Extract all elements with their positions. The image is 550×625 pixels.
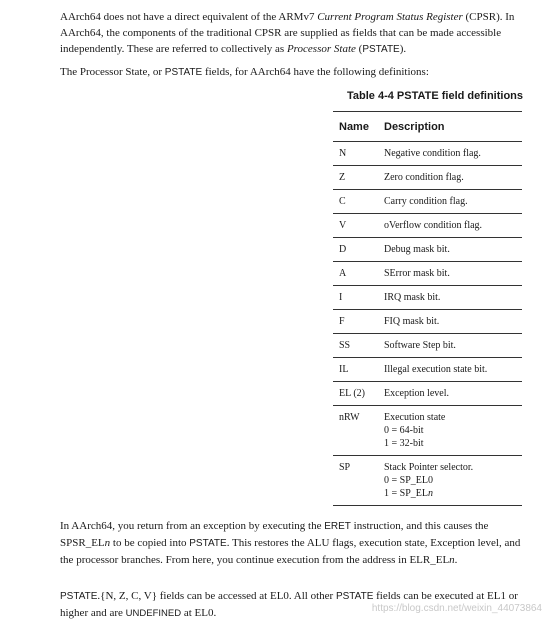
table-row (333, 382, 522, 406)
field-description (378, 142, 522, 166)
field-name: I (333, 286, 378, 310)
table-row (333, 456, 522, 506)
text-run: .{N, Z, C, V} fields can be accessed at EL0. All other (97, 590, 336, 602)
field-description (378, 382, 522, 406)
field-description (378, 238, 522, 262)
field-name: V (333, 214, 378, 238)
table-row (333, 142, 522, 166)
description-line: Zero condition flag. (384, 172, 464, 183)
field-name: SS (333, 334, 378, 358)
text-run: instruction, and this causes the SPSR_EL (60, 520, 489, 549)
eret-paragraph (60, 518, 530, 568)
description-line: Carry condition flag. (384, 196, 468, 207)
text-run: at EL0. (181, 607, 217, 619)
table-row (333, 310, 522, 334)
code-text: PSTATE (164, 67, 203, 78)
description-line: Illegal execution state bit. (384, 364, 488, 375)
text-run: to be copied into (110, 537, 190, 549)
text-run: fields, for AArch64 have the following definitions: (202, 66, 429, 78)
description-line: 1 = SP_ELn (384, 488, 433, 499)
code-text: PSTATE (362, 44, 400, 55)
table-row (333, 238, 522, 262)
text-run: (CPSR). In AArch64, the components of the traditional CPSR are supplied as fields that can be made accessible independently. These are referred to collectively as (60, 11, 515, 55)
field-description (378, 286, 522, 310)
header-name: Name (333, 112, 378, 142)
description-line: Debug mask bit. (384, 244, 450, 255)
table-header-row (333, 112, 522, 142)
table-row (333, 166, 522, 190)
emphasis-text: n (104, 537, 111, 549)
emphasis-text: Current Program Status Register (317, 11, 463, 23)
field-description (378, 406, 522, 456)
emphasis-text: n (449, 554, 455, 566)
field-description (378, 358, 522, 382)
header-description: Description (378, 112, 522, 142)
table-row (333, 286, 522, 310)
field-description (378, 214, 522, 238)
field-name: A (333, 262, 378, 286)
description-line: 1 = 32-bit (384, 438, 424, 449)
code-text: UNDEFINED (125, 608, 182, 619)
field-name: N (333, 142, 378, 166)
text-run: . (454, 554, 458, 566)
text-run: ). (399, 43, 407, 55)
table-caption: Table 4-4 PSTATE field definitions (347, 90, 524, 102)
description-line: Software Step bit. (384, 340, 456, 351)
text-run: . This restores the ALU flags, execution state, Exception level, and the processor branches. From here, you continue execution from the address in ELR_EL (60, 537, 521, 566)
pstate-table (333, 111, 522, 506)
field-description (378, 190, 522, 214)
code-text: PSTATE (60, 591, 98, 602)
emphasis-text: n (427, 488, 433, 499)
description-line: 0 = SP_EL0 (384, 475, 433, 486)
code-text: ERET (324, 521, 351, 532)
field-name: nRW (333, 406, 378, 456)
field-name: D (333, 238, 378, 262)
description-line: oVerflow condition flag. (384, 220, 483, 231)
table-row (333, 214, 522, 238)
description-line: Negative condition flag. (384, 148, 481, 159)
field-description (378, 334, 522, 358)
field-name: IL (333, 358, 378, 382)
field-description (378, 262, 522, 286)
intro-paragraph-cpsr (60, 9, 530, 58)
text-run: fields can be executed at EL1 or higher and are (60, 590, 518, 619)
text-run: In AArch64, you return from an exception by executing the (60, 520, 325, 532)
emphasis-text: Processor State (286, 43, 356, 55)
watermark: https://blog.csdn.net/weixin_44073864 (371, 603, 542, 614)
description-line: Exception level. (384, 388, 449, 399)
table-row (333, 358, 522, 382)
description-line: 0 = 64-bit (384, 425, 424, 436)
field-description (378, 456, 522, 506)
table-row (333, 334, 522, 358)
text-run: ( (355, 43, 363, 55)
field-name: EL (2) (333, 382, 378, 406)
code-text: PSTATE (189, 538, 227, 549)
field-name: C (333, 190, 378, 214)
code-text: PSTATE (335, 591, 374, 602)
description-line: SError mask bit. (384, 268, 450, 279)
field-name: Z (333, 166, 378, 190)
table-row (333, 262, 522, 286)
field-name: SP (333, 456, 378, 506)
text-run: The Processor State, or (60, 66, 165, 78)
text-run: AArch64 does not have a direct equivalent of the ARMv7 (60, 11, 318, 23)
description-line: IRQ mask bit. (384, 292, 441, 303)
field-description (378, 310, 522, 334)
field-name: F (333, 310, 378, 334)
description-line: Execution state (384, 412, 446, 423)
description-line: Stack Pointer selector. (384, 462, 474, 473)
table-row (333, 406, 522, 456)
field-description (378, 166, 522, 190)
description-line: FIQ mask bit. (384, 316, 440, 327)
intro-paragraph-pstate (60, 64, 530, 81)
table-row (333, 190, 522, 214)
